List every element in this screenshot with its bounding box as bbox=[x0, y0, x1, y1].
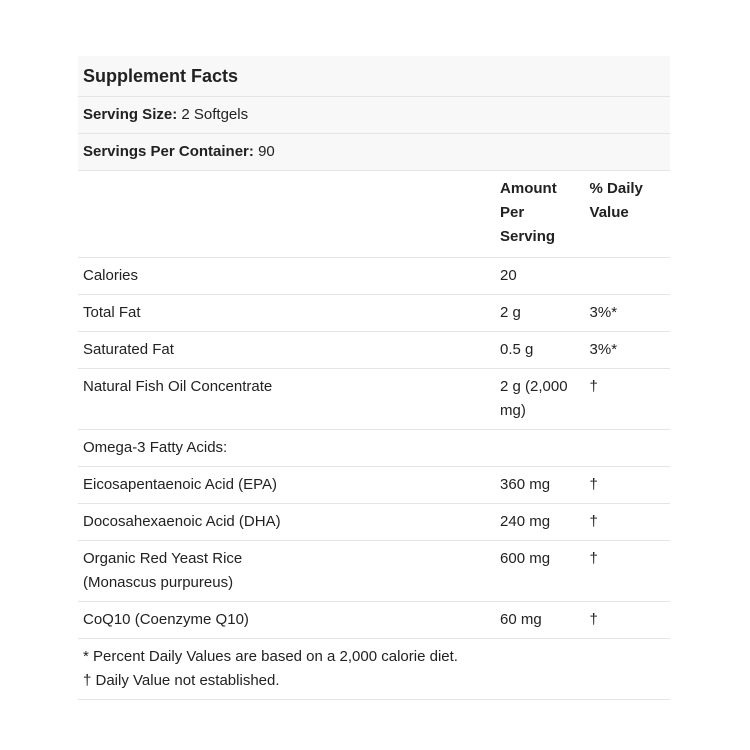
table-row bbox=[78, 467, 670, 504]
serving-size-row bbox=[78, 97, 670, 134]
servings-per-container-value: 90 bbox=[258, 143, 275, 160]
table-row bbox=[78, 602, 670, 639]
header-dv-line2: Value bbox=[589, 204, 629, 221]
dagger-note: † Daily Value not established. bbox=[83, 672, 280, 689]
nutrient-name-text: Eicosapentaenoic Acid (EPA) bbox=[83, 476, 277, 493]
serving-size-label: Serving Size: bbox=[83, 106, 178, 123]
header-amount-line1: Amount bbox=[500, 180, 557, 197]
serving-size bbox=[78, 97, 670, 134]
footnote-row bbox=[78, 639, 670, 700]
nutrient-daily-value: 3%* bbox=[585, 295, 670, 332]
servings-per-container-label: Servings Per Container: bbox=[83, 143, 254, 160]
nutrient-name-text: Omega-3 Fatty Acids: bbox=[83, 439, 228, 456]
nutrient-amount: 600 mg bbox=[495, 541, 585, 602]
supplement-facts-table bbox=[78, 56, 670, 700]
header-amount bbox=[495, 171, 585, 258]
header-dv-line1: % Daily bbox=[589, 180, 643, 197]
nutrient-name-text: Saturated Fat bbox=[83, 341, 174, 358]
nutrient-name bbox=[78, 369, 495, 430]
table-row bbox=[78, 504, 670, 541]
nutrient-name bbox=[78, 295, 495, 332]
nutrient-name bbox=[78, 541, 495, 602]
nutrient-name bbox=[78, 602, 495, 639]
column-header-row bbox=[78, 171, 670, 258]
nutrient-amount: 240 mg bbox=[495, 504, 585, 541]
serving-size-value: 2 Softgels bbox=[181, 106, 249, 123]
nutrient-daily-value: 3%* bbox=[585, 332, 670, 369]
footnotes bbox=[78, 639, 670, 700]
table-title: Supplement Facts bbox=[78, 56, 670, 97]
nutrient-name-text: Calories bbox=[83, 267, 139, 284]
nutrient-amount: 20 bbox=[495, 258, 585, 295]
header-blank bbox=[78, 171, 495, 258]
header-daily-value bbox=[585, 171, 670, 258]
nutrient-name-text: Docosahexaenoic Acid (DHA) bbox=[83, 513, 281, 530]
nutrient-amount: 2 g (2,000 mg) bbox=[495, 369, 585, 430]
nutrient-amount: 60 mg bbox=[495, 602, 585, 639]
table-row bbox=[78, 541, 670, 602]
nutrient-daily-value bbox=[585, 430, 670, 467]
nutrient-daily-value: † bbox=[585, 467, 670, 504]
table-row bbox=[78, 430, 670, 467]
servings-per-container-row bbox=[78, 134, 670, 171]
nutrient-name bbox=[78, 430, 495, 467]
servings-per-container bbox=[78, 134, 670, 171]
header-amount-line3: Serving bbox=[500, 228, 556, 245]
nutrient-name-text: Natural Fish Oil Concentrate bbox=[83, 378, 273, 395]
nutrient-amount bbox=[495, 430, 585, 467]
nutrient-name bbox=[78, 467, 495, 504]
table-row bbox=[78, 258, 670, 295]
nutrient-daily-value: † bbox=[585, 504, 670, 541]
nutrient-name-text: Total Fat bbox=[83, 304, 141, 321]
nutrient-name-text: CoQ10 (Coenzyme Q10) bbox=[83, 611, 249, 628]
nutrient-daily-value: † bbox=[585, 369, 670, 430]
nutrient-amount: 0.5 g bbox=[495, 332, 585, 369]
nutrient-name-text: Organic Red Yeast Rice bbox=[83, 550, 243, 567]
table-row bbox=[78, 332, 670, 369]
nutrient-daily-value: † bbox=[585, 541, 670, 602]
nutrient-name bbox=[78, 504, 495, 541]
nutrient-name-subtext: (Monascus purpureus) bbox=[83, 574, 234, 591]
table-row bbox=[78, 295, 670, 332]
nutrient-amount: 360 mg bbox=[495, 467, 585, 504]
nutrient-amount: 2 g bbox=[495, 295, 585, 332]
nutrient-name bbox=[78, 258, 495, 295]
header-amount-line2: Per bbox=[500, 204, 525, 221]
nutrient-name bbox=[78, 332, 495, 369]
percent-daily-value-note: * Percent Daily Values are based on a 2,000 calorie diet. bbox=[83, 648, 458, 665]
title-row bbox=[78, 56, 670, 97]
nutrient-daily-value: † bbox=[585, 602, 670, 639]
table-row bbox=[78, 369, 670, 430]
nutrient-daily-value bbox=[585, 258, 670, 295]
